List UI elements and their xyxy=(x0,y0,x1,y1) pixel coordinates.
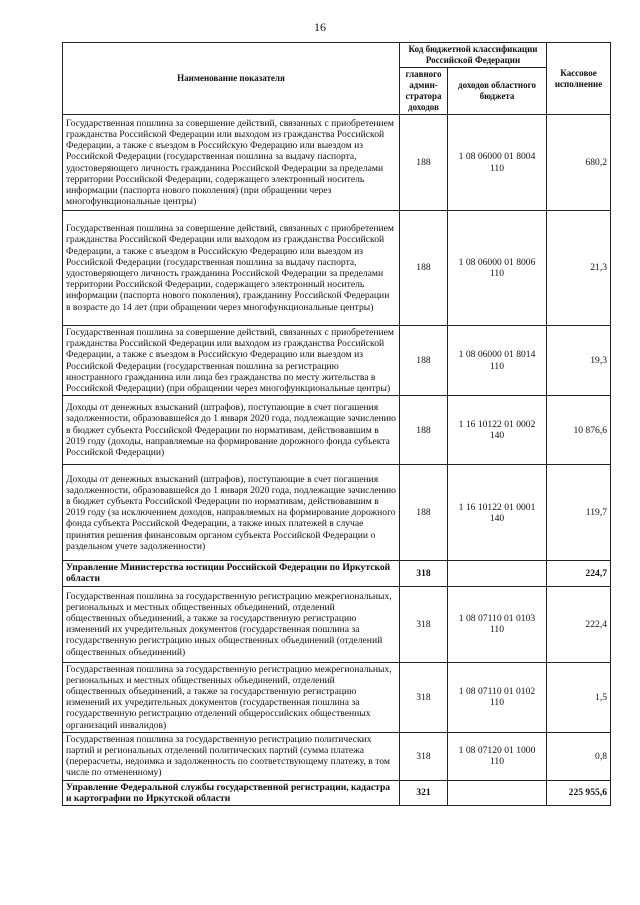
table-body xyxy=(63,115,611,806)
row-name: Управление Федеральной службы государственной регистрации, кадастра и картографии по Иркутской области xyxy=(63,780,400,805)
row-income-code: 1 08 07110 01 0102 110 xyxy=(448,662,547,732)
header-income: доходов областного бюджета xyxy=(448,68,547,115)
row-admin-code: 188 xyxy=(400,115,448,211)
row-admin-code: 318 xyxy=(400,662,448,732)
row-sum: 0,8 xyxy=(547,732,611,780)
row-sum: 680,2 xyxy=(547,115,611,211)
row-admin-code: 318 xyxy=(400,732,448,780)
table-row xyxy=(63,561,611,586)
header-admin: главного админ-стратора доходов xyxy=(400,68,448,115)
row-name: Управление Министерства юстиции Российской Федерации по Иркутской области xyxy=(63,561,400,586)
table-row xyxy=(63,780,611,805)
table-row xyxy=(63,326,611,396)
row-income-code: 1 16 10122 01 0002 140 xyxy=(448,396,547,465)
row-income-code: 1 08 06000 01 8004 110 xyxy=(448,115,547,211)
row-sum: 119,7 xyxy=(547,465,611,561)
row-sum: 225 955,6 xyxy=(547,780,611,805)
header-name: Наименование показателя xyxy=(63,43,400,115)
header-code-group: Код бюджетной классификации Российской Федерации xyxy=(400,43,547,68)
table-row xyxy=(63,732,611,780)
budget-table xyxy=(62,42,611,806)
table-row xyxy=(63,586,611,662)
table-row xyxy=(63,115,611,211)
row-name: Государственная пошлина за совершение действий, связанных с приобретением гражданства Российской Федерации или выходом из гражданства Российской Федерации, а также с въездом в Российскую Федерацию или выездом из Российской Федерации (государственная пошлина за регистрацию иностранного гражданина или лица без гражданства по месту жительства в Российской Федерации) (при обращении через многофункциональные центры) xyxy=(63,326,400,396)
row-income-code: 1 08 06000 01 8014 110 xyxy=(448,326,547,396)
row-income-code: 1 08 06000 01 8006 110 xyxy=(448,211,547,326)
row-income-code: 1 16 10122 01 0001 140 xyxy=(448,465,547,561)
row-income-code xyxy=(448,561,547,586)
row-sum: 19,3 xyxy=(547,326,611,396)
table-row xyxy=(63,211,611,326)
row-admin-code: 188 xyxy=(400,465,448,561)
row-admin-code: 188 xyxy=(400,396,448,465)
row-sum: 224,7 xyxy=(547,561,611,586)
table-row xyxy=(63,396,611,465)
table-header xyxy=(63,43,611,115)
header-sum: Кассовое исполнение xyxy=(547,43,611,115)
row-sum: 21,3 xyxy=(547,211,611,326)
row-sum: 222,4 xyxy=(547,586,611,662)
row-sum: 1,5 xyxy=(547,662,611,732)
row-sum: 10 876,6 xyxy=(547,396,611,465)
row-name: Доходы от денежных взысканий (штрафов), поступающие в счет погашения задолженности, образовавшейся до 1 января 2020 года, подлежащие зачислению в бюджет субъекта Российской Федерации по нормативам, действовавшим в 2019 году (доходы, направляемые на формирование дорожного фонда субъекта Российской Федерации) xyxy=(63,396,400,465)
row-name: Государственная пошлина за совершение действий, связанных с приобретением гражданства Российской Федерации или выходом из гражданства Российской Федерации, а также с въездом в Российскую Федерацию или выездом из Российской Федерации (государственная пошлина за выдачу паспорта, удостоверяющего личность гражданина Российской Федерации за пределами территории Российской Федерации, содержащего электронный носитель информации (паспорта нового поколения) (при обращении через многофункциональные центры) xyxy=(63,115,400,211)
row-income-code: 1 08 07110 01 0103 110 xyxy=(448,586,547,662)
row-name: Государственная пошлина за государственную регистрацию политических партий и региональных отделений политических партий (сумма платежа (перерасчеты, недоимка и задолженность по соответствующему платежу, в том числе по отмененному) xyxy=(63,732,400,780)
row-income-code: 1 08 07120 01 1000 110 xyxy=(448,732,547,780)
row-name: Доходы от денежных взысканий (штрафов), поступающие в счет погашения задолженности, образовавшейся до 1 января 2020 года, подлежащие зачислению в бюджет субъекта Российской Федерации по нормативам, действовавшим в 2019 году (за исключением доходов, направляемых на формирование дорожного фонда субъекта Российской Федерации, а также иных платежей в случае принятия решения финансовым органом субъекта Российской Федерации о раздельном учете задолженности) xyxy=(63,465,400,561)
row-name: Государственная пошлина за совершение действий, связанных с приобретением гражданства Российской Федерации или выходом из гражданства Российской Федерации, а также с въездом в Российскую Федерацию или выездом из Российской Федерации (государственная пошлина за выдачу паспорта, удостоверяющего личность гражданина Российской Федерации за пределами территории Российской Федерации, содержащего электронный носитель информации (паспорта нового поколения), гражданину Российской Федерации в возрасте до 14 лет (при обращении через многофункциональные центры) xyxy=(63,211,400,326)
row-name: Государственная пошлина за государственную регистрацию межрегиональных, региональных и местных общественных объединений, отделений общественных объединений, а также за государственную регистрацию изменений их учредительных документов (государственная пошлина за государственную регистрацию отделений общероссийских общественных организаций инвалидов) xyxy=(63,662,400,732)
row-admin-code: 188 xyxy=(400,211,448,326)
page-number: 16 xyxy=(314,20,326,34)
row-admin-code: 318 xyxy=(400,561,448,586)
row-admin-code: 318 xyxy=(400,586,448,662)
table-row xyxy=(63,465,611,561)
row-name: Государственная пошлина за государственную регистрацию межрегиональных, региональных и местных общественных объединений, отделений общественных объединений, а также за государственную регистрацию изменений их учредительных документов (государственная пошлина за государственную регистрацию иных общественных объединений (отделений общественных объединений) xyxy=(63,586,400,662)
table-row xyxy=(63,662,611,732)
row-income-code xyxy=(448,780,547,805)
row-admin-code: 321 xyxy=(400,780,448,805)
row-admin-code: 188 xyxy=(400,326,448,396)
